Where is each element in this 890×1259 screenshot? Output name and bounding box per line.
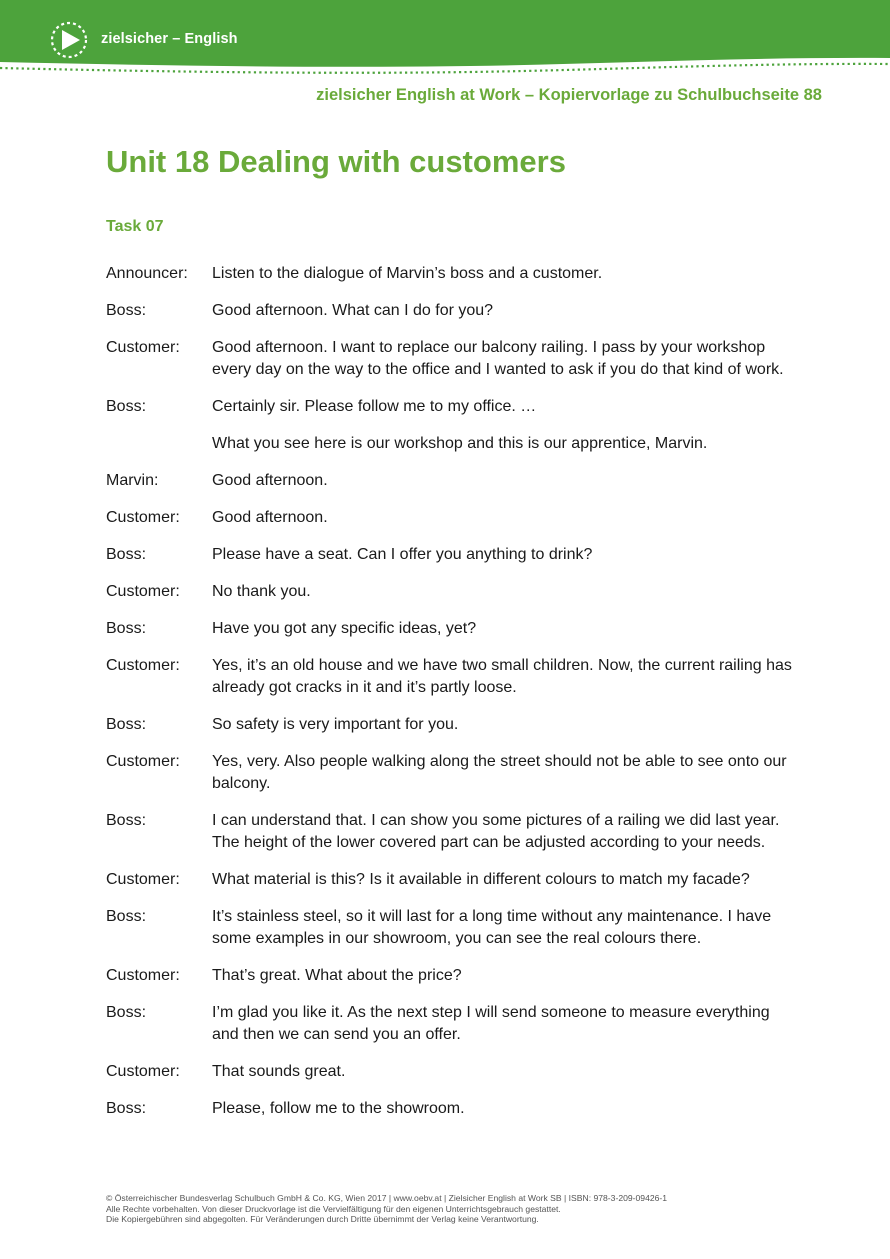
speaker-label: Customer: [106,753,180,770]
dialogue-line [106,869,796,891]
dialogue-line [106,714,796,736]
footer-line: Alle Rechte vorbehalten. Von dieser Druckvorlage ist die Vervielfältigung für den eigenen Unterrichtsgebrauch gestattet. [106,1203,561,1214]
speech-text: Good afternoon. I want to replace our balcony railing. I pass by your workshop every day on the way to the office and I wanted to ask if you do that kind of work. [212,339,784,378]
speech-text: I’m glad you like it. As the next step I will send someone to measure everything and then we can send you an offer. [212,1004,770,1043]
footer-copyright [106,1193,667,1225]
dialogue-line [106,1061,796,1083]
footer-line: Die Kopiergebühren sind abgegolten. Für Veränderungen durch Dritte übernimmt der Verlag keine Verantwortung. [106,1214,539,1224]
speaker-label: Boss: [106,716,147,733]
dialogue-line [106,810,796,854]
speech-text: Yes, very. Also people walking along the street should not be able to see onto our balcony. [212,753,787,792]
speech-text: It’s stainless steel, so it will last for a long time without any maintenance. I have some examples in our showroom, you can see the real colours there. [212,908,772,947]
speaker-label: Boss: [106,812,147,829]
speech-text: Please, follow me to the showroom. [212,1100,465,1117]
page-subtitle: zielsicher English at Work – Kopiervorlage zu Schulbuchseite 88 [316,86,822,104]
speaker-label: Marvin: [106,472,159,489]
speaker-label: Boss: [106,620,147,637]
speech-text: Certainly sir. Please follow me to my office. … [212,398,537,415]
dialogue-line [106,470,796,492]
speaker-label: Boss: [106,908,147,925]
footer-line: © Österreichischer Bundesverlag Schulbuch GmbH & Co. KG, Wien 2017 | www.oebv.at | Zielsicher English at Work SB | ISBN: 978-3-209-09426-1 [106,1193,668,1203]
speaker-label: Boss: [106,302,147,319]
speaker-label: Customer: [106,871,180,888]
speaker-label: Customer: [106,1063,180,1080]
speaker-label [106,433,212,455]
dialogue-line [106,618,796,640]
speaker-label: Customer: [106,967,180,984]
speaker-label: Customer: [106,509,180,526]
dialogue-line [106,965,796,987]
dialogue-line [106,1098,796,1120]
dialogue-line [106,544,796,566]
dialogue-line [106,433,796,455]
speech-text: That sounds great. [212,1063,346,1080]
dialogue-line [106,906,796,950]
speech-text: What material is this? Is it available in different colours to match my facade? [212,871,750,888]
speech-text: So safety is very important for you. [212,716,459,733]
speech-text: Please have a seat. Can I offer you anything to drink? [212,546,593,563]
dialogue-line [106,507,796,529]
dialogue-line [106,396,796,418]
page-title: Unit 18 Dealing with customers [106,144,566,179]
speech-text: Good afternoon. [212,472,328,489]
speech-text: I can understand that. I can show you some pictures of a railing we did last year. The height of the lower covered part can be adjusted according to your needs. [212,812,780,851]
dialogue-line [106,1002,796,1046]
speaker-label: Announcer: [106,265,188,282]
speech-text: What you see here is our workshop and this is our apprentice, Marvin. [212,435,708,452]
dialogue-line [106,751,796,795]
task-label: Task 07 [106,218,164,235]
dialogue-line [106,655,796,699]
speech-text: Good afternoon. What can I do for you? [212,302,494,319]
speaker-label: Boss: [106,1004,147,1021]
dialogue-list [106,263,796,1135]
dialogue-line [106,300,796,322]
speech-text: Have you got any specific ideas, yet? [212,620,477,637]
speech-text: No thank you. [212,583,311,600]
speaker-label: Boss: [106,1100,147,1117]
header-banner [0,0,890,80]
speech-text: That’s great. What about the price? [212,967,462,984]
dialogue-line [106,263,796,285]
speaker-label: Customer: [106,583,180,600]
speaker-label: Customer: [106,339,180,356]
speaker-label: Boss: [106,398,147,415]
speech-text: Listen to the dialogue of Marvin’s boss and a customer. [212,265,603,282]
dialogue-line [106,581,796,603]
speaker-label: Boss: [106,546,147,563]
speech-text: Good afternoon. [212,509,328,526]
speech-text: Yes, it’s an old house and we have two small children. Now, the current railing has already got cracks in it and it’s partly loose. [212,657,792,696]
speaker-label: Customer: [106,657,180,674]
dialogue-line [106,337,796,381]
brand-name: zielsicher – English [101,31,238,47]
